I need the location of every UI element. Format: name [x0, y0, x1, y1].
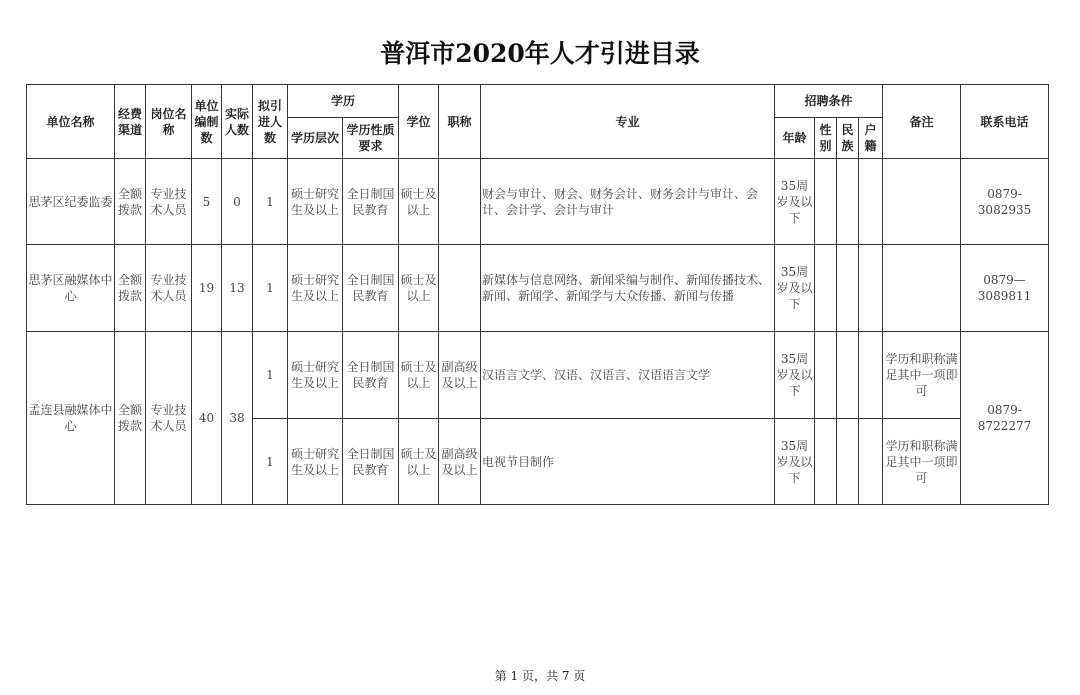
- header-major: 专业: [481, 85, 775, 159]
- major-cell: 电视节目制作: [481, 419, 775, 505]
- plan-cell: 1: [253, 159, 288, 245]
- age-cell: 35周岁及以下: [775, 159, 815, 245]
- edu-level-cell: 硕士研究生及以上: [288, 245, 343, 332]
- header-post: 岗位名称: [146, 85, 192, 159]
- header-gender: 性别: [815, 118, 837, 159]
- header-ethnic: 民族: [837, 118, 859, 159]
- header-plan: 拟引进人数: [253, 85, 288, 159]
- degree-cell: 硕士及以上: [399, 332, 439, 419]
- quota-cell: 5: [192, 159, 222, 245]
- title-rank-cell: [439, 245, 481, 332]
- degree-cell: 硕士及以上: [399, 245, 439, 332]
- major-cell: 新媒体与信息网络、新闻采编与制作、新闻传播技术、新闻、新闻学、新闻学与大众传播、新闻与传播: [481, 245, 775, 332]
- major-cell: 财会与审计、财会、财务会计、财务会计与审计、会计、会计学、会计与审计: [481, 159, 775, 245]
- header-hukou: 户籍: [859, 118, 883, 159]
- header-quota: 单位编制数: [192, 85, 222, 159]
- header-conditions: 招聘条件: [775, 85, 883, 118]
- edu-type-cell: 全日制国民教育: [343, 332, 399, 419]
- unit-cell: 孟连县融媒体中心: [27, 332, 115, 505]
- hukou-cell: [859, 159, 883, 245]
- major-cell: 汉语言文学、汉语、汉语言、汉语语言文学: [481, 332, 775, 419]
- hukou-cell: [859, 419, 883, 505]
- ethnic-cell: [837, 332, 859, 419]
- plan-cell: 1: [253, 419, 288, 505]
- phone-cell: 0879-3082935: [961, 159, 1049, 245]
- quota-cell: 40: [192, 332, 222, 505]
- gender-cell: [815, 159, 837, 245]
- document-title: 普洱市2020年人才引进目录: [380, 39, 700, 68]
- fund-cell: 全额拨款: [115, 245, 146, 332]
- page-footer: 第 1 页，共 7 页: [494, 669, 586, 683]
- title-rank-cell: 副高级及以上: [439, 332, 481, 419]
- header-edu-level: 学历层次: [288, 118, 343, 159]
- edu-level-cell: 硕士研究生及以上: [288, 419, 343, 505]
- phone-cell: 0879—3089811: [961, 245, 1049, 332]
- edu-type-cell: 全日制国民教育: [343, 159, 399, 245]
- post-cell: 专业技术人员: [146, 332, 192, 505]
- ethnic-cell: [837, 159, 859, 245]
- header-edu-type: 学历性质要求: [343, 118, 399, 159]
- gender-cell: [815, 245, 837, 332]
- header-age: 年龄: [775, 118, 815, 159]
- header-edu: 学历: [288, 85, 399, 118]
- title-rank-cell: [439, 159, 481, 245]
- header-row: [27, 85, 1049, 118]
- header-actual: 实际人数: [222, 85, 253, 159]
- post-cell: 专业技术人员: [146, 245, 192, 332]
- post-cell: 专业技术人员: [146, 159, 192, 245]
- table-row: [27, 245, 1049, 332]
- fund-cell: 全额拨款: [115, 159, 146, 245]
- quota-cell: 19: [192, 245, 222, 332]
- unit-cell: 思茅区融媒体中心: [27, 245, 115, 332]
- edu-type-cell: 全日制国民教育: [343, 245, 399, 332]
- gender-cell: [815, 332, 837, 419]
- plan-cell: 1: [253, 332, 288, 419]
- table-row: [27, 159, 1049, 245]
- age-cell: 35周岁及以下: [775, 245, 815, 332]
- edu-level-cell: 硕士研究生及以上: [288, 332, 343, 419]
- unit-cell: 思茅区纪委监委: [27, 159, 115, 245]
- edu-type-cell: 全日制国民教育: [343, 419, 399, 505]
- phone-cell: 0879-8722277: [961, 332, 1049, 505]
- talent-table: [26, 84, 1049, 505]
- fund-cell: 全额拨款: [115, 332, 146, 505]
- hukou-cell: [859, 332, 883, 419]
- header-remark: 备注: [883, 85, 961, 159]
- header-degree: 学位: [399, 85, 439, 159]
- degree-cell: 硕士及以上: [399, 419, 439, 505]
- header-unit: 单位名称: [27, 85, 115, 159]
- actual-cell: 13: [222, 245, 253, 332]
- actual-cell: 0: [222, 159, 253, 245]
- edu-level-cell: 硕士研究生及以上: [288, 159, 343, 245]
- title-rank-cell: 副高级及以上: [439, 419, 481, 505]
- ethnic-cell: [837, 245, 859, 332]
- remark-cell: 学历和职称满足其中一项即可: [883, 332, 961, 419]
- header-fund: 经费渠道: [115, 85, 146, 159]
- header-phone: 联系电话: [961, 85, 1049, 159]
- header-title-rank: 职称: [439, 85, 481, 159]
- remark-cell: [883, 245, 961, 332]
- degree-cell: 硕士及以上: [399, 159, 439, 245]
- remark-cell: 学历和职称满足其中一项即可: [883, 419, 961, 505]
- hukou-cell: [859, 245, 883, 332]
- ethnic-cell: [837, 419, 859, 505]
- age-cell: 35周岁及以下: [775, 419, 815, 505]
- table-row: [27, 332, 1049, 419]
- plan-cell: 1: [253, 245, 288, 332]
- gender-cell: [815, 419, 837, 505]
- age-cell: 35周岁及以下: [775, 332, 815, 419]
- remark-cell: [883, 159, 961, 245]
- actual-cell: 38: [222, 332, 253, 505]
